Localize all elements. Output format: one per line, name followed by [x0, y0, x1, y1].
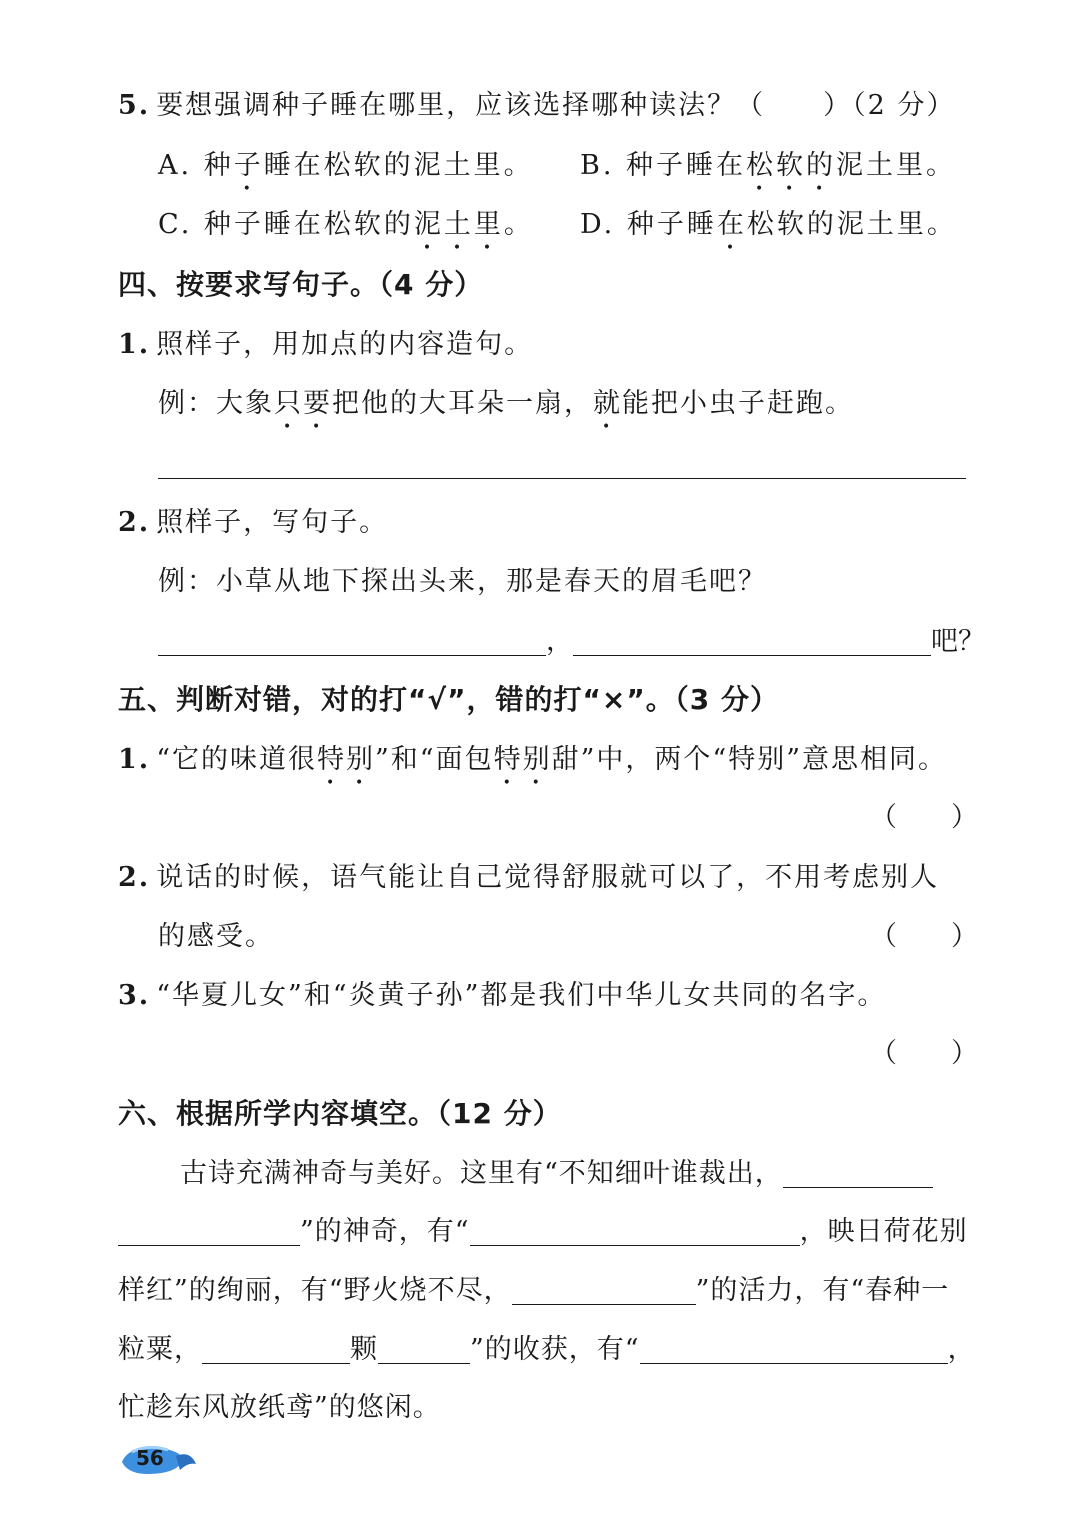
dotted-text: 特别 [493, 744, 552, 775]
question-number: 1. [118, 329, 151, 360]
option-a[interactable] [158, 146, 534, 197]
question-number: 1. [118, 744, 151, 775]
option-text: 松软的泥土里。 [746, 209, 957, 240]
fill-text: 古诗充满神奇与美好。这里有“不知细叶谁裁出， [180, 1158, 783, 1189]
option-text: 种子睡 [626, 209, 717, 240]
question-text: “华夏儿女”和“炎黄子孙”都是我们中华儿女共同的名字。 [156, 980, 887, 1011]
answer-blank[interactable] [470, 1215, 800, 1246]
fill-text: 颗 [350, 1334, 378, 1365]
fill-text: ”的神奇，有“ [300, 1216, 470, 1247]
dotted-text: 泥土里 [413, 209, 504, 240]
section-4-heading: 四、按要求写句子。（4 分） [118, 268, 484, 301]
option-letter: B. [580, 150, 615, 181]
dotted-text: 子 [233, 150, 264, 181]
dotted-text: 在 [716, 209, 747, 240]
answer-blank[interactable] [573, 625, 931, 656]
comma-text: ， [546, 626, 573, 657]
option-d[interactable] [580, 205, 957, 256]
option-text: 睡在松软的泥土里。 [263, 150, 534, 181]
answer-paren[interactable]: （ ） [870, 802, 978, 833]
answer-paren[interactable]: （ ） [870, 921, 978, 952]
s4-q2-answer-row [158, 622, 985, 662]
s5-question-2 [118, 858, 939, 898]
fill-text: 样红”的绚丽，有“野火烧不尽， [118, 1275, 512, 1306]
question-number: 3. [118, 980, 151, 1011]
fill-text: ， [947, 1334, 976, 1365]
page-number: 56 [136, 1446, 164, 1470]
question-text: 照样子，用加点的内容造句。 [156, 329, 534, 360]
option-letter: A. [158, 150, 193, 181]
option-text: 种子睡在 [626, 150, 747, 181]
example-text: 把他的大耳朵一扇， [332, 388, 593, 419]
option-text: 。 [503, 209, 534, 240]
section-5-heading: 五、判断对错，对的打“√”，错的打“×”。（3 分） [118, 683, 779, 716]
s6-line-5: 忙趁东风放纸鸢”的悠闲。 [118, 1392, 441, 1423]
s5-question-3 [118, 976, 886, 1016]
dotted-text: 特别 [317, 744, 375, 775]
s6-line-1 [180, 1154, 933, 1194]
dotted-text: 松软的 [746, 150, 837, 181]
s6-line-2 [118, 1212, 968, 1252]
tail-text: 吧？ [931, 626, 985, 657]
answer-blank[interactable] [118, 1215, 300, 1246]
fill-text: 粒粟， [118, 1334, 202, 1365]
question-text: 说话的时候，语气能让自己觉得舒服就可以了，不用考虑别人 [156, 862, 940, 893]
question-5 [118, 86, 955, 126]
s5-question-1 [118, 740, 947, 791]
example-text: 能把小虫子赶跑。 [622, 388, 854, 419]
answer-blank[interactable] [640, 1333, 948, 1364]
option-letter: C. [158, 209, 193, 240]
s6-line-4 [118, 1330, 976, 1370]
s4-question-2 [118, 503, 388, 543]
s6-line-3 [118, 1271, 949, 1311]
option-text: 种子睡在松软的 [203, 209, 414, 240]
fill-text: ”的收获，有“ [470, 1334, 640, 1365]
answer-blank[interactable] [158, 625, 546, 656]
fill-text: ”的活力，有“春种一 [695, 1275, 950, 1306]
question-text: 照样子，写句子。 [156, 507, 389, 538]
question-text: 要想强调种子睡在哪里，应该选择哪种读法？（ ）（2 分） [156, 90, 956, 121]
question-number: 5. [118, 90, 151, 121]
answer-paren[interactable]: （ ） [870, 1038, 978, 1069]
answer-blank[interactable] [202, 1333, 350, 1364]
question-text: 甜”中，两个“特别”意思相同。 [551, 744, 948, 775]
s5-question-2-cont: 的感受。 [158, 921, 274, 952]
answer-line[interactable] [158, 478, 966, 479]
question-text: “它的味道很 [156, 744, 317, 775]
example-text: 例：大象 [158, 388, 274, 419]
dotted-text: 就 [593, 388, 622, 419]
s4-q1-example [158, 384, 854, 435]
answer-blank[interactable] [512, 1274, 696, 1305]
question-text: ”和“面包 [375, 744, 494, 775]
answer-blank[interactable] [378, 1333, 470, 1364]
s4-q2-example: 例：小草从地下探出头来，那是春天的眉毛吧？ [158, 566, 767, 597]
answer-blank[interactable] [783, 1157, 933, 1188]
s4-question-1 [118, 325, 533, 365]
option-text: 种 [203, 150, 234, 181]
option-b[interactable] [580, 146, 956, 197]
question-number: 2. [118, 507, 151, 538]
fill-text: ，映日荷花别 [799, 1216, 968, 1247]
section-6-heading: 六、根据所学内容填空。（12 分） [118, 1097, 562, 1130]
dotted-text: 只要 [274, 388, 332, 419]
option-letter: D. [580, 209, 616, 240]
option-text: 泥土里。 [836, 150, 957, 181]
question-number: 2. [118, 862, 151, 893]
option-c[interactable] [158, 205, 534, 256]
